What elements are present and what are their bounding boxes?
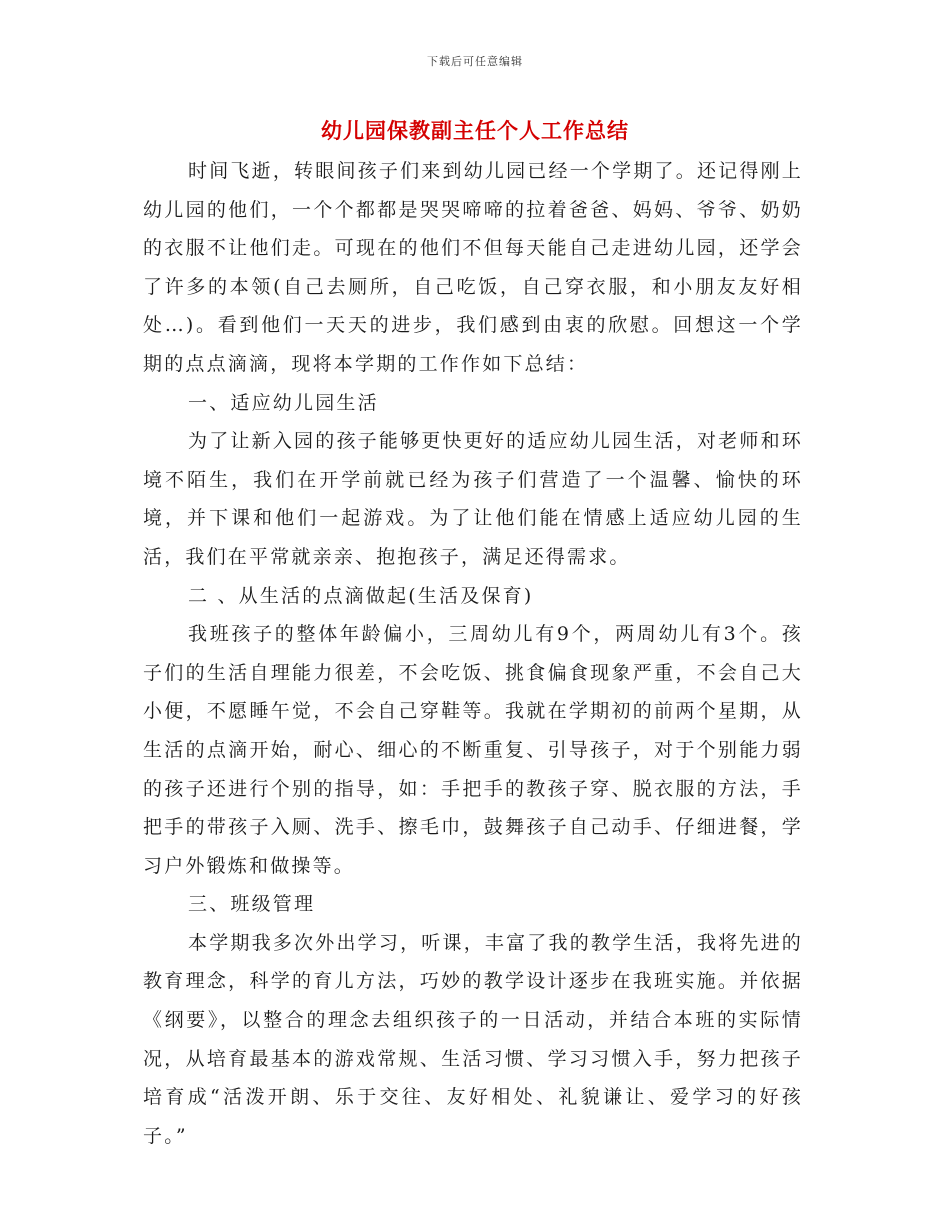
- header-note: 下载后可任意编辑: [427, 55, 523, 68]
- section-paragraph-1: 为了让新入园的孩子能够更快更好的适应幼儿园生活，对老师和环境不陌生，我们在开学前就已经为孩子们营造了一个温馨、愉快的环境，并下课和他们一起游戏。为了让他们能在情感上适应幼儿园的生活，我们在平常就亲亲、抱抱孩子，满足还得需求。: [143, 430, 803, 568]
- intro-paragraph: 时间飞逝，转眼间孩子们来到幼儿园已经一个学期了。还记得刚上幼儿园的他们，一个个都都是哭哭啼啼的拉着爸爸、妈妈、爷爷、奶奶的衣服不让他们走。可现在的他们不但每天能自己走进幼儿园，还学会了许多的本领(自己去厕所，自己吃饭，自己穿衣服，和小朋友友好相处…)。看到他们一天天的进步，我们感到由衷的欣慰。回想这一个学期的点点滴滴，现将本学期的工作作如下总结：: [143, 160, 803, 375]
- document-title: 幼儿园保教副主任个人工作总结: [321, 118, 629, 143]
- document-body: [143, 152, 803, 1155]
- section-paragraph-2: 我班孩子的整体年龄偏小，三周幼儿有9个，两周幼儿有3个。孩子们的生活自理能力很差，不会吃饭、挑食偏食现象严重，不会自己大小便，不愿睡午觉，不会自己穿鞋等。我就在学期初的前两个星期，从生活的点滴开始，耐心、细心的不断重复、引导孩子，对于个别能力弱的孩子还进行个别的指导，如：手把手的教孩子穿、脱衣服的方法，手把手的带孩子入厕、洗手、擦毛巾，鼓舞孩子自己动手、仔细进餐，学习户外锻炼和做操等。: [143, 623, 803, 877]
- section-paragraph-3: 本学期我多次外出学习，听课，丰富了我的教学生活，我将先进的教育理念，科学的育儿方法，巧妙的教学设计逐步在我班实施。并依据《纲要》，以整合的理念去组织孩子的一日活动，并结合本班的实际情况，从培育最基本的游戏常规、生活习惯、学习习惯入手，努力把孩子培育成“活泼开朗、乐于交往、友好相处、礼貌谦让、爱学习的好孩子。”: [143, 931, 803, 1147]
- section-heading-2: 二 、从生活的点滴做起(生活及保育): [188, 584, 534, 607]
- section-heading-3: 三、班级管理: [188, 893, 316, 916]
- section-heading-1: 一、适应幼儿园生活: [188, 391, 379, 414]
